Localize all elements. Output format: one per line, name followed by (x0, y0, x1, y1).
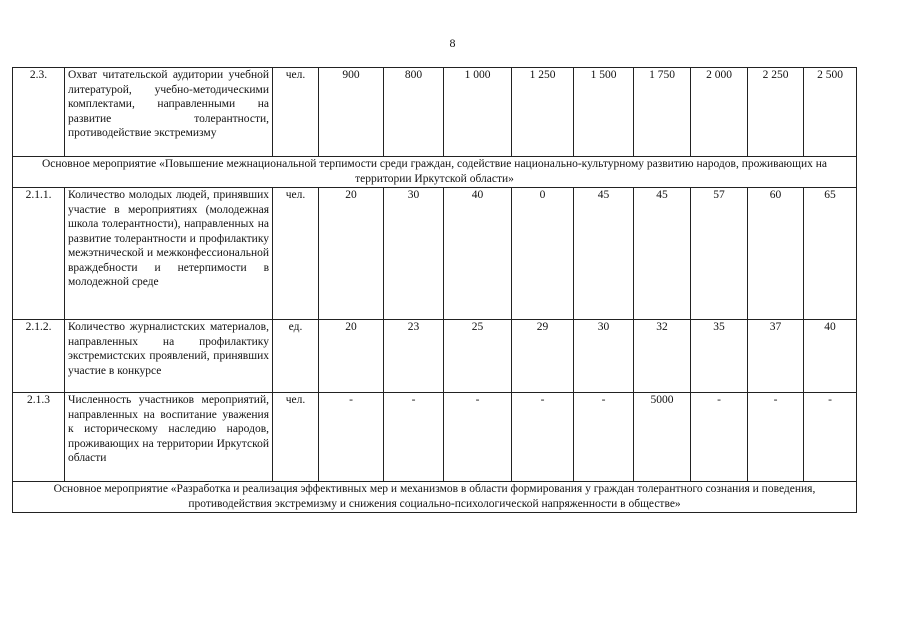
value-cell: 25 (444, 320, 512, 393)
value-cell: 900 (319, 68, 384, 157)
value-cell: 30 (384, 188, 444, 320)
table-row (13, 68, 857, 157)
value-cell: 32 (634, 320, 691, 393)
value-cell: - (444, 393, 512, 482)
value-cell: - (512, 393, 574, 482)
value-cell: 1 500 (574, 68, 634, 157)
value-cell: 1 750 (634, 68, 691, 157)
section-heading: Основное мероприятие «Повышение межнациональной терпимости среди граждан, содействие национально-культурному развитию народов, проживающих на территории Иркутской области» (13, 157, 857, 188)
value-cell: - (748, 393, 804, 482)
value-cell: 40 (804, 320, 857, 393)
section-row (13, 157, 857, 188)
unit-cell: чел. (273, 188, 319, 320)
value-cell: 45 (634, 188, 691, 320)
value-cell: 37 (748, 320, 804, 393)
value-cell: 20 (319, 320, 384, 393)
value-cell: - (574, 393, 634, 482)
row-number: 2.1.1. (13, 188, 65, 320)
value-cell: - (384, 393, 444, 482)
section-heading: Основное мероприятие «Разработка и реализация эффективных мер и механизмов в области формирования у граждан толерантного сознания и поведения, противодействия экстремизму и снижения социально-психологической напряженности в обществе» (13, 482, 857, 513)
value-cell: - (319, 393, 384, 482)
value-cell: 40 (444, 188, 512, 320)
value-cell: - (691, 393, 748, 482)
value-cell: 30 (574, 320, 634, 393)
value-cell: 5000 (634, 393, 691, 482)
value-cell: 1 000 (444, 68, 512, 157)
value-cell: 2 250 (748, 68, 804, 157)
value-cell: 57 (691, 188, 748, 320)
value-cell: 35 (691, 320, 748, 393)
unit-cell: ед. (273, 320, 319, 393)
indicators-table (12, 67, 857, 513)
unit-cell: чел. (273, 393, 319, 482)
value-cell: 2 500 (804, 68, 857, 157)
value-cell: - (804, 393, 857, 482)
indicator-description: Количество журналистских материалов, направленных на профилактику экстремистских проявлений, принявших участие в конкурсе (65, 320, 273, 393)
unit-cell: чел. (273, 68, 319, 157)
section-row (13, 482, 857, 513)
value-cell: 800 (384, 68, 444, 157)
page-number: 8 (449, 36, 456, 50)
value-cell: 2 000 (691, 68, 748, 157)
value-cell: 20 (319, 188, 384, 320)
indicator-description: Количество молодых людей, принявших участие в мероприятиях (молодежная школа толерантности), направленных на развитие толерантности и профилактику межэтнической и межконфессиональной враждебности и нетерпимости в молодежной среде (65, 188, 273, 320)
row-number: 2.1.2. (13, 320, 65, 393)
value-cell: 65 (804, 188, 857, 320)
value-cell: 45 (574, 188, 634, 320)
value-cell: 0 (512, 188, 574, 320)
value-cell: 29 (512, 320, 574, 393)
table-row (13, 188, 857, 320)
table-row (13, 393, 857, 482)
table-row (13, 320, 857, 393)
value-cell: 1 250 (512, 68, 574, 157)
row-number: 2.1.3 (13, 393, 65, 482)
indicator-description: Численность участников мероприятий, направленных на воспитание уважения к историческому наследию народов, проживающих на территории Иркутской области (65, 393, 273, 482)
value-cell: 23 (384, 320, 444, 393)
indicator-description: Охват читательской аудитории учебной литературой, учебно-методическими комплектами, направленными на развитие толерантности, противодействие экстремизму (65, 68, 273, 157)
value-cell: 60 (748, 188, 804, 320)
row-number: 2.3. (13, 68, 65, 157)
